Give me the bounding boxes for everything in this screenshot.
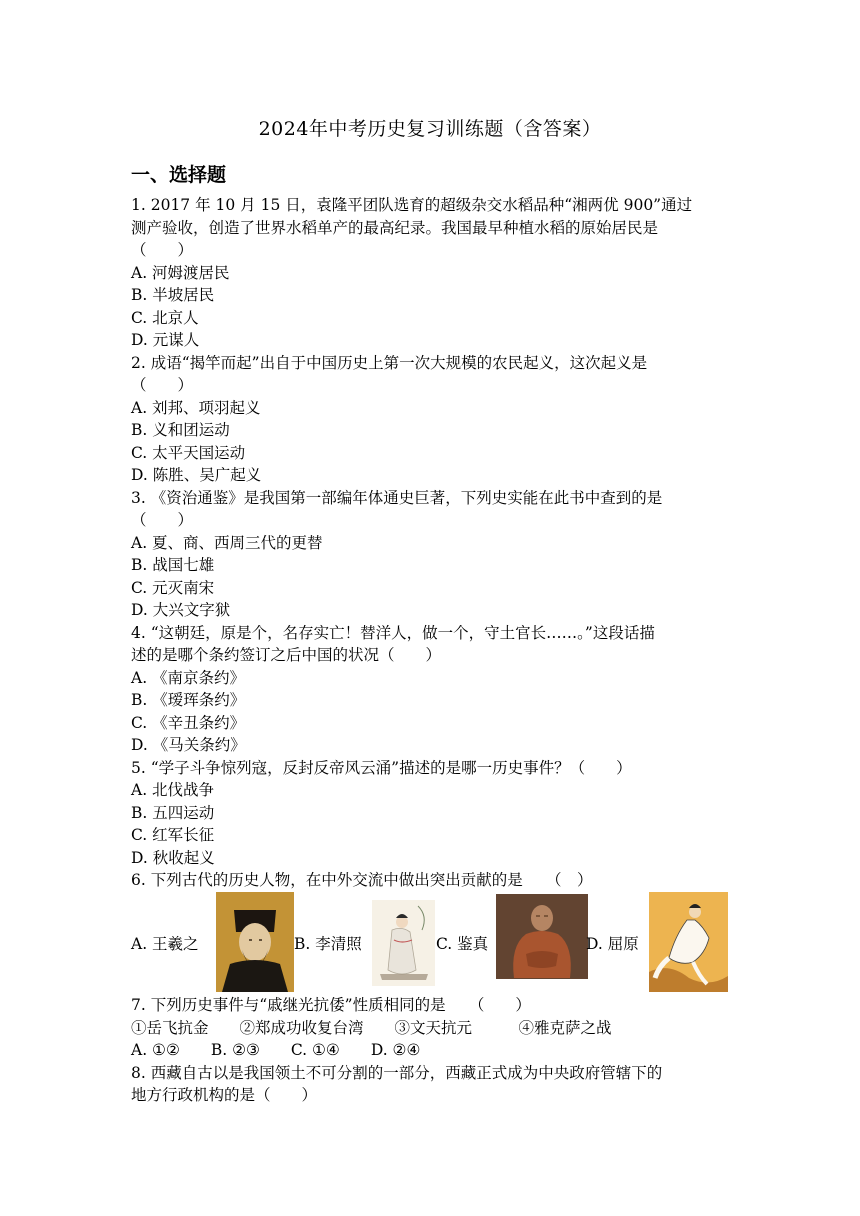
q6-stem: 6. 下列古代的历史人物，在中外交流中做出突出贡献的是 （ ） xyxy=(131,871,593,889)
q5-option-b: B. 五四运动 xyxy=(131,804,215,822)
q6-option-d xyxy=(586,892,731,994)
q4-stem-line-2: 述的是哪个条约签订之后中国的状况（ ） xyxy=(131,646,442,664)
q6-option-c xyxy=(436,892,588,994)
q4-option-b: B. 《瑷珲条约》 xyxy=(131,691,246,709)
q6-option-d-label: D. 屈原 xyxy=(586,935,639,953)
q6-option-b-label: B. 李清照 xyxy=(294,935,362,953)
q6-option-a-label: A. 王羲之 xyxy=(131,935,199,953)
q6-option-a xyxy=(131,892,296,994)
q5-option-c: C. 红军长征 xyxy=(131,826,215,844)
q4-option-a: A. 《南京条约》 xyxy=(131,669,246,687)
q7-stem: 7. 下列历史事件与“戚继光抗倭”性质相同的是 （ ） xyxy=(131,996,531,1014)
q7-options: A. ①② B. ②③ C. ①④ D. ②④ xyxy=(131,1041,421,1059)
q3-stem-line-2: （ ） xyxy=(131,511,194,529)
q3-option-b: B. 战国七雄 xyxy=(131,556,215,574)
q4-option-d: D. 《马关条约》 xyxy=(131,736,246,754)
q1-option-d: D. 元谋人 xyxy=(131,331,200,349)
q1-option-a: A. 河姆渡居民 xyxy=(131,264,230,282)
li-qingzhao-portrait-image xyxy=(372,900,435,986)
q2-option-a: A. 刘邦、项羽起义 xyxy=(131,399,261,417)
q2-option-c: C. 太平天国运动 xyxy=(131,444,246,462)
q7-items: ①岳飞抗金 ②郑成功收复台湾 ③文天抗元 ④雅克萨之战 xyxy=(131,1019,612,1037)
q3-option-c: C. 元灭南宋 xyxy=(131,579,215,597)
q2-stem-line-2: （ ） xyxy=(131,376,194,394)
page-title: 2024年中考历史复习训练题（含答案） xyxy=(258,118,602,140)
q8-stem-line-1: 8. 西藏自古以是我国领土不可分割的一部分，西藏正式成为中央政府管辖下的 xyxy=(131,1064,663,1082)
section-heading: 一、选择题 xyxy=(131,164,227,186)
q3-option-a: A. 夏、商、西周三代的更替 xyxy=(131,534,323,552)
qu-yuan-portrait-image xyxy=(649,892,728,992)
q1-stem-line-3: （ ） xyxy=(131,241,194,259)
q8-stem-line-2: 地方行政机构的是（ ） xyxy=(131,1086,318,1104)
q6-option-b xyxy=(294,892,436,994)
q3-option-d: D. 大兴文字狱 xyxy=(131,601,231,619)
q1-option-b: B. 半坡居民 xyxy=(131,286,215,304)
jianzhen-statue-image xyxy=(496,894,588,979)
q2-option-b: B. 义和团运动 xyxy=(131,421,230,439)
q1-stem-line-2: 测产验收，创造了世界水稻单产的最高纪录。我国最早种植水稻的原始居民是 xyxy=(131,219,659,237)
wang-xizhi-portrait-image xyxy=(216,892,294,992)
q5-option-a: A. 北伐战争 xyxy=(131,781,215,799)
q4-option-c: C. 《辛丑条约》 xyxy=(131,714,246,732)
q6-option-c-label: C. 鉴真 xyxy=(436,935,489,953)
q5-option-d: D. 秋收起义 xyxy=(131,849,215,867)
q2-option-d: D. 陈胜、吴广起义 xyxy=(131,466,262,484)
q5-stem-line-1: 5. “学子斗争惊列寇，反封反帝风云涌”描述的是哪一历史事件？（ ） xyxy=(131,759,632,777)
q2-stem-line-1: 2. 成语“揭竿而起”出自于中国历史上第一次大规模的农民起义，这次起义是 xyxy=(131,354,648,372)
q4-stem-line-1: 4. “这朝廷，原是个，名存实亡！替洋人，做一个，守土官长……。”这段话描 xyxy=(131,624,655,642)
q1-option-c: C. 北京人 xyxy=(131,309,199,327)
q1-stem-line-1: 1. 2017 年 10 月 15 日，袁隆平团队选育的超级杂交水稻品种“湘两优 900”通过 xyxy=(131,196,693,214)
q3-stem-line-1: 3. 《资治通鉴》是我国第一部编年体通史巨著，下列史实能在此书中查到的是 xyxy=(131,489,663,507)
q6-picture-options xyxy=(131,892,731,994)
